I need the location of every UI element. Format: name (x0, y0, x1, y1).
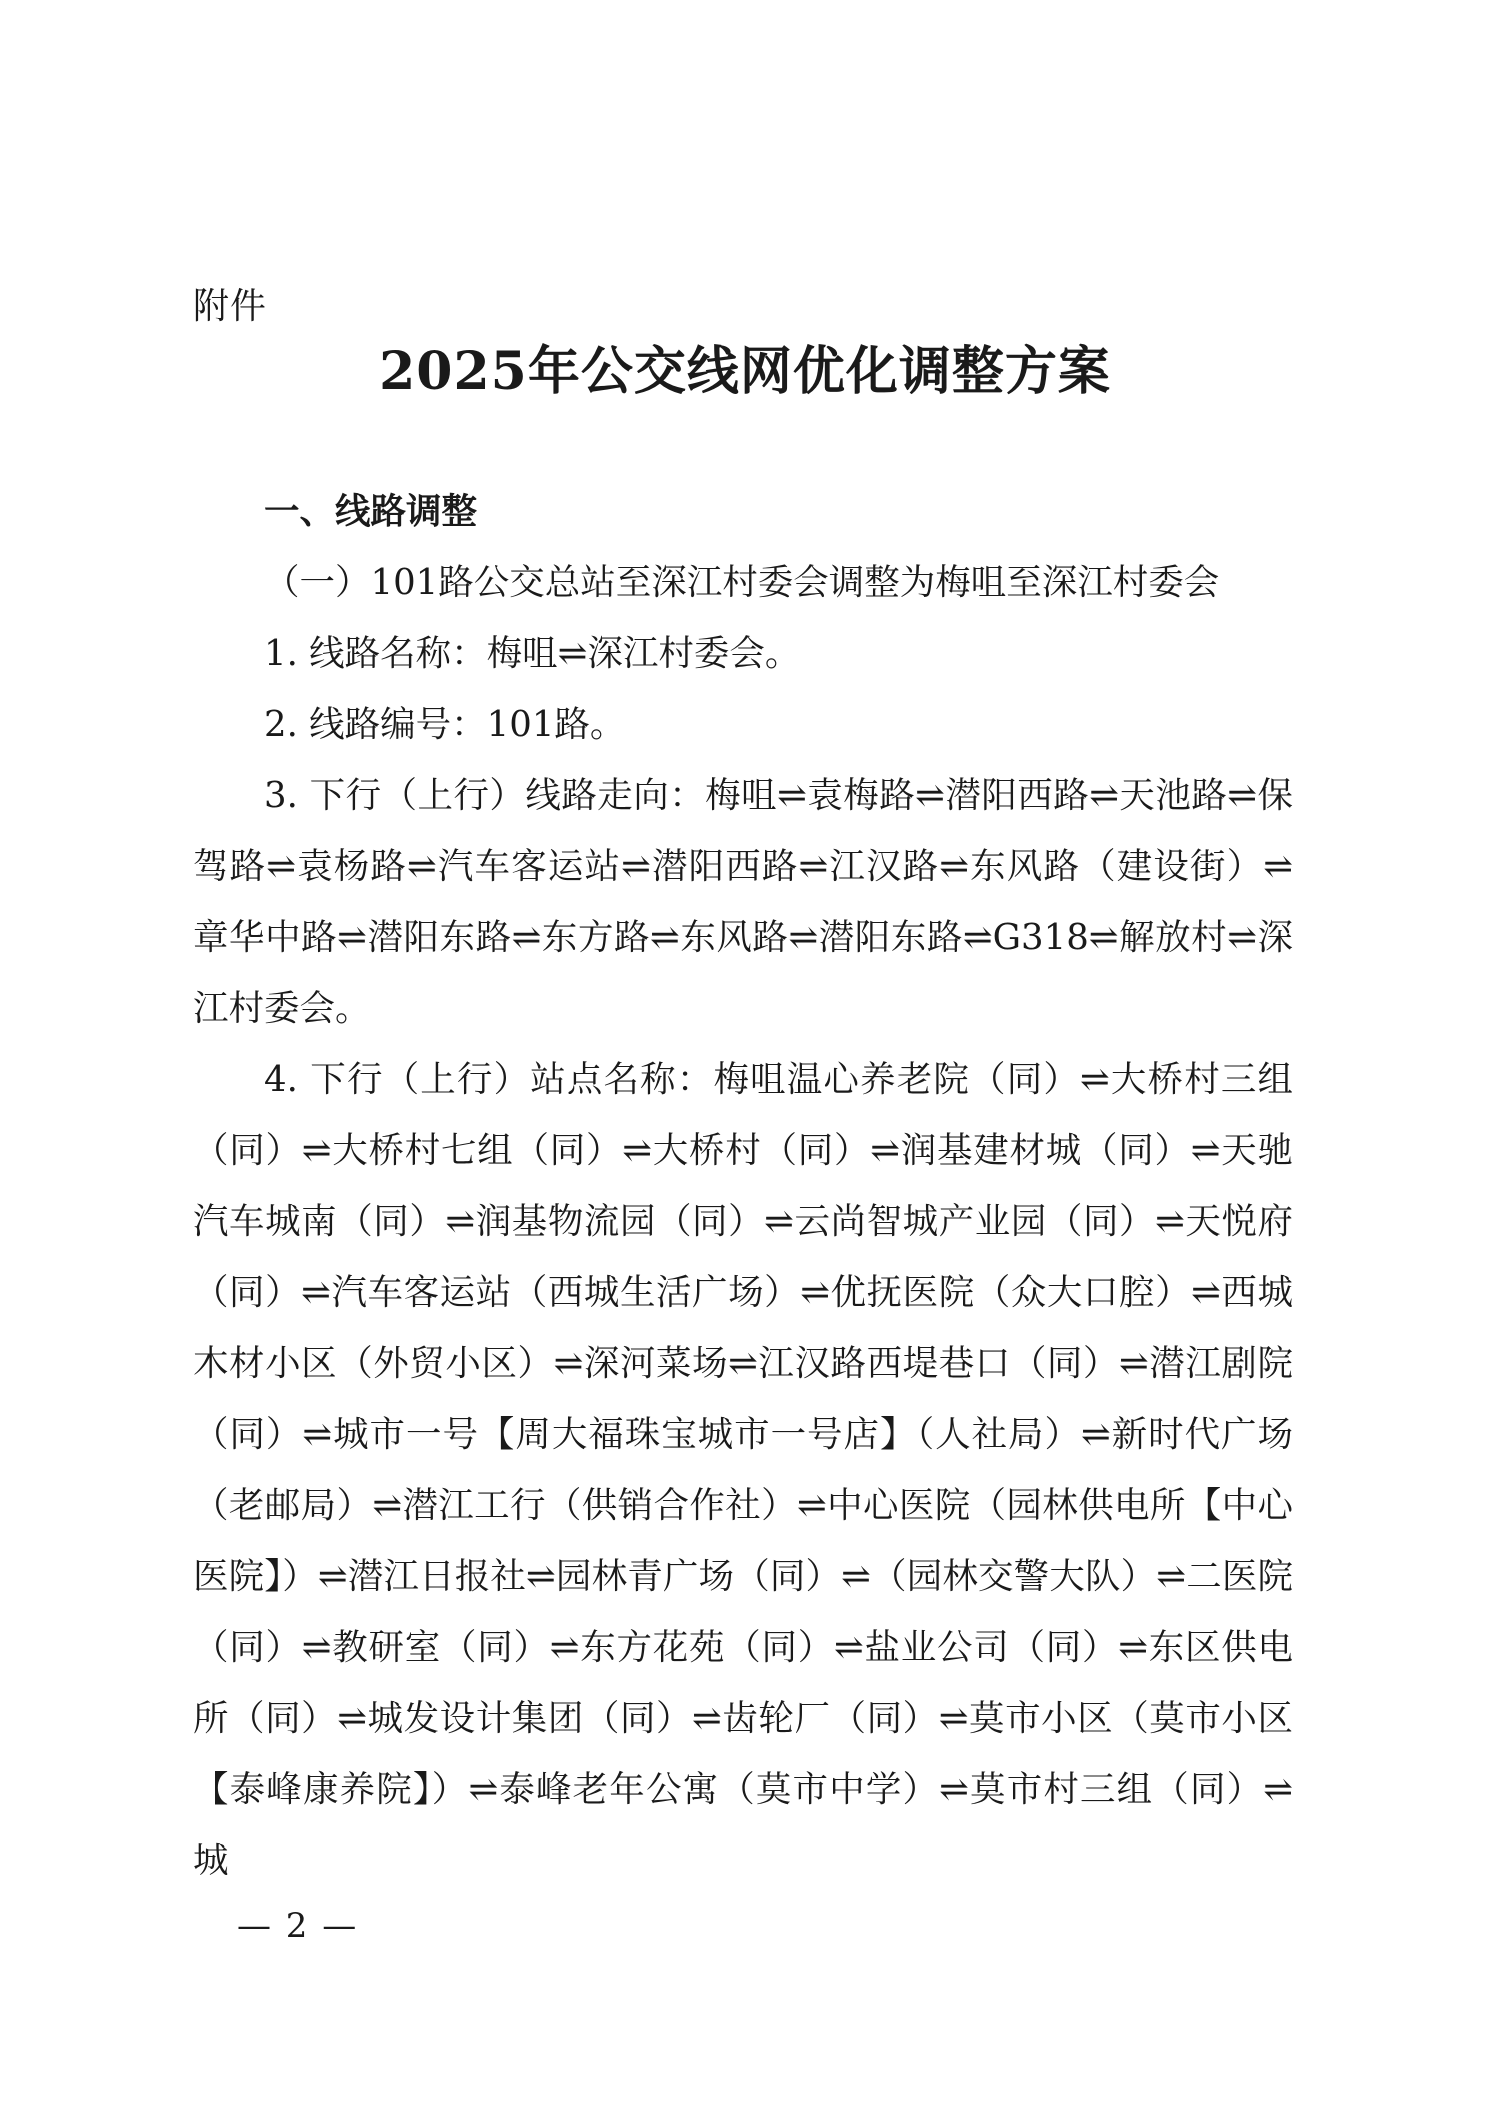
subsection-heading: （一）101路公交总站至深江村委会调整为梅咀至深江村委会 (264, 562, 1220, 603)
section-heading: 一、线路调整 (264, 491, 478, 532)
page-number: — 2 — (237, 1906, 359, 1946)
attachment-label: 附件 (193, 286, 268, 327)
item-stop-names: 4. 下行（上行）站点名称：梅咀温心养老院（同）⇌大桥村三组（同）⇌大桥村七组（同）⇌大桥村（同）⇌润基建材城（同）⇌天驰汽车城南（同）⇌润基物流园（同）⇌云尚智城产业园（同）⇌天悦府（同）⇌汽车客运站（西城生活广场）⇌优抚医院（众大口腔）⇌西城木材小区（外贸小区）⇌深河菜场⇌江汉路西堤巷口（同）⇌潜江剧院（同）⇌城市一号【周大福珠宝城市一号店】（人社局）⇌新时代广场（老邮局）⇌潜江工行（供销合作社）⇌中心医院（园林供电所【中心医院】）⇌潜江日报社⇌园林青广场（同）⇌（园林交警大队）⇌二医院（同）⇌教研室（同）⇌东方花苑（同）⇌盐业公司（同）⇌东区供电所（同）⇌城发设计集团（同）⇌齿轮厂（同）⇌莫市小区（莫市小区【泰峰康养院】）⇌泰峰老年公寓（莫市中学）⇌莫市村三组（同）⇌城 (193, 1059, 1293, 1881)
document-body (193, 476, 1293, 1896)
item-route-number: 2. 线路编号：101路。 (264, 704, 626, 745)
document-title: 2025年公交线网优化调整方案 (379, 341, 1111, 402)
item-route-name: 1. 线路名称：梅咀⇌深江村委会。 (264, 633, 801, 674)
item-route-direction: 3. 下行（上行）线路走向：梅咀⇌袁梅路⇌潜阳西路⇌天池路⇌保驾路⇌袁杨路⇌汽车客运站⇌潜阳西路⇌江汉路⇌东风路（建设街）⇌章华中路⇌潜阳东路⇌东方路⇌东风路⇌潜阳东路⇌G318⇌解放村⇌深江村委会。 (193, 775, 1293, 1029)
